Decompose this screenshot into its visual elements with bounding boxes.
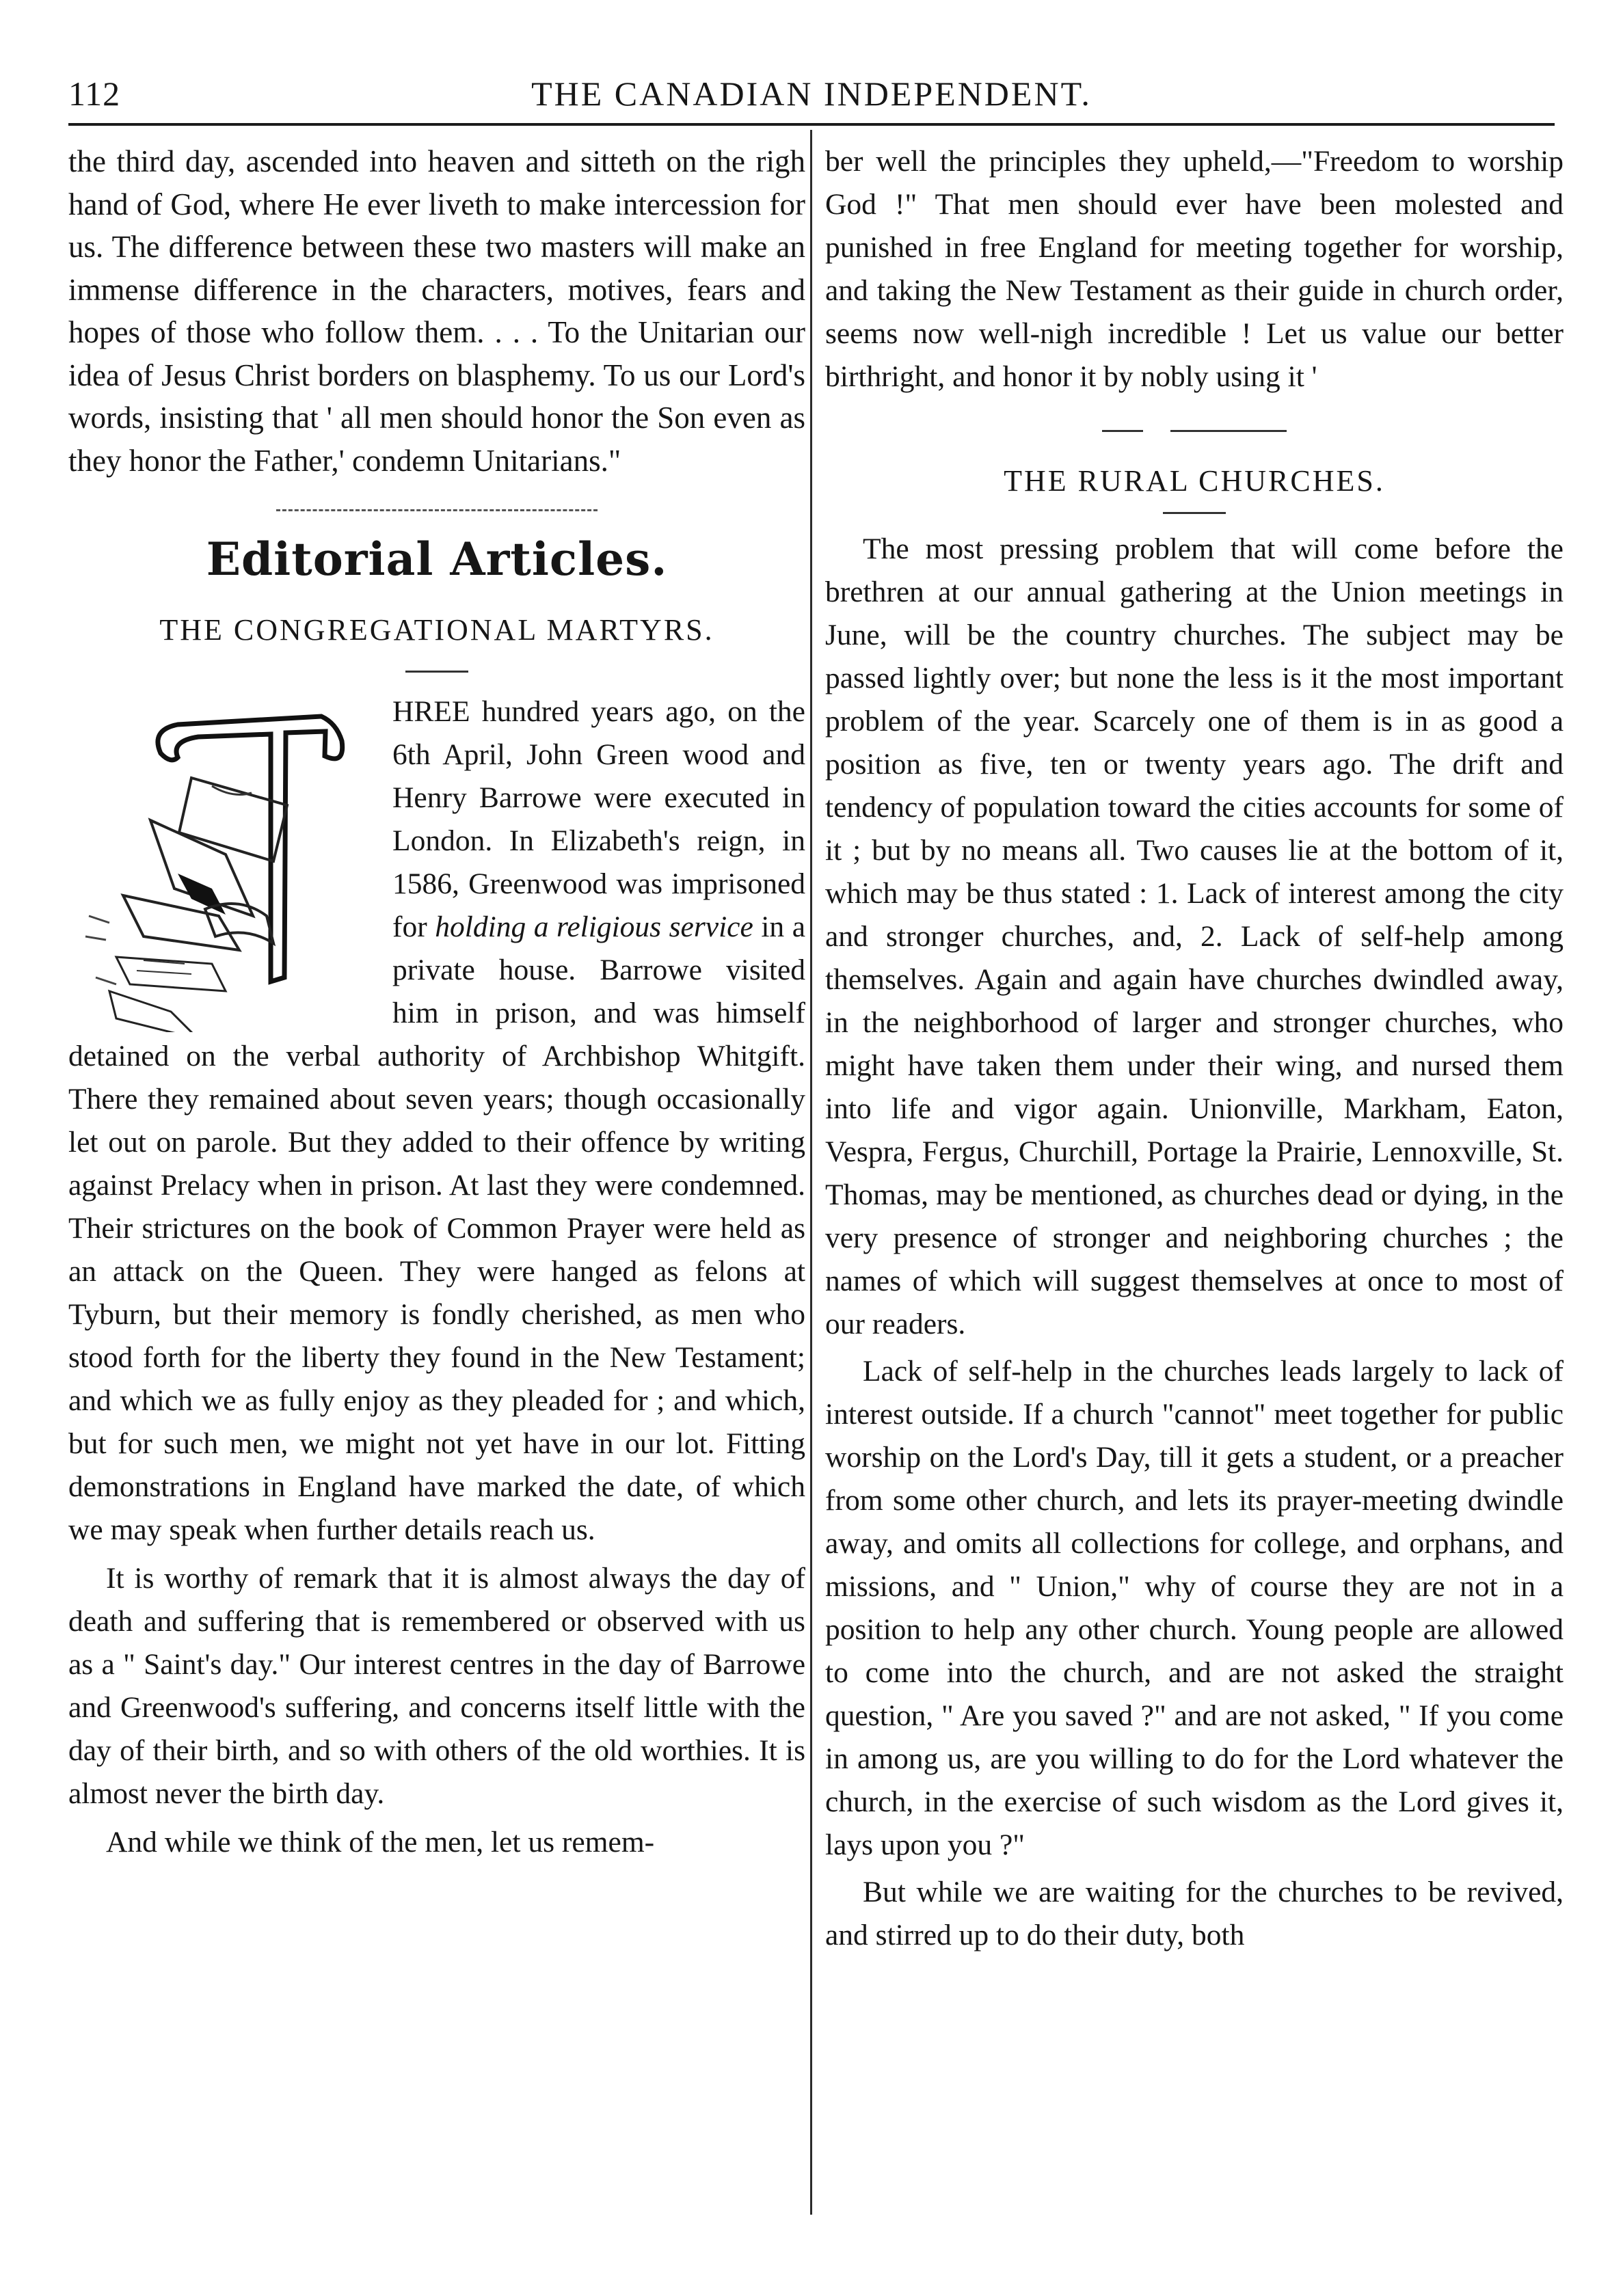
quote-continuation: the third day, ascended into heaven and sitteth on the righ hand of God, where He ever liveth to make intercession for us. The difference between these two masters will make an immense difference in the characters, motives, fears and hopes of those who follow them. . . . To the Unitarian our idea of Jesus Christ borders on blasphemy. To us our Lord's words, insisting that ' all men should honor the Son even as they honor the Father,' condemn Unitarians." bbox=[68, 144, 805, 478]
dropcap-illustration bbox=[68, 690, 383, 1032]
martyrs-article-body bbox=[68, 690, 805, 1864]
rural-paragraph-1: The most pressing problem that will come before the brethren at our annual gathering at the Union meetings in June, will be the country churches. The subject may be passed lightly over; but none the less is it the most important problem of the year. Scarcely one of them is in as good a position as five, ten or twenty years ago. The drift and tendency of population toward the cities accounts for some of it ; but by no means all. Two causes lie at the bottom of it, which may be thus stated : 1. Lack of interest among the city and stronger churches, and, 2. Lack of self-help among themselves. Again and again have churches dwindled away, in the neighborhood of larger and stronger churches, who might have taken them under their wing, and nursed them into life and vigor again. Unionville, Markham, Eaton, Vespra, Fergus, Churchill, Portage la Prairie, Lennoxville, St. Thomas, may be mentioned, as churches dead or dying, in the very presence of stronger and neighboring churches ; the names of which will suggest themselves at once to most of our readers. bbox=[825, 532, 1564, 1340]
left-column bbox=[68, 140, 805, 1864]
journal-title: THE CANADIAN INDEPENDENT. bbox=[531, 75, 1092, 113]
running-head bbox=[68, 74, 1555, 122]
books-engraving-icon bbox=[68, 690, 383, 1032]
article-title-martyrs: THE CONGREGATIONAL MARTYRS. bbox=[159, 613, 714, 647]
divider-dash-left bbox=[1102, 430, 1143, 432]
header-rule bbox=[68, 123, 1555, 126]
martyrs-paragraph-3: And while we think of the men, let us remem- bbox=[106, 1826, 655, 1859]
right-column bbox=[825, 140, 1564, 1957]
italic-phrase: holding a religious service bbox=[435, 910, 753, 943]
rural-paragraph-3: But while we are waiting for the churches to be revived, and stirred up to do their duty, both bbox=[825, 1876, 1564, 1951]
article-title-rural: THE RURAL CHURCHES. bbox=[1004, 464, 1385, 498]
column-divider bbox=[810, 130, 812, 2215]
rural-paragraph-2: Lack of self-help in the churches leads largely to lack of interest outside. If a church "cannot" meet together for public worship on the Lord's Day, till it gets a student, or a preacher from some other church, and lets its prayer-meeting dwindle away, and omits all collections for college, and orphans, and missions, and " Union," why of course they are not in a position to help any other church. Young people are allowed to come into the church, and are not asked the straight question, " Are you saved ?" and are not asked, " If you come in among us, are you willing to do for the Lord whatever the church, in the exercise of such wisdom as the Lord gives it, lays upon you ?" bbox=[825, 1355, 1564, 1861]
page-number: 112 bbox=[68, 75, 121, 113]
dropcap-text: HREE hundred years ago, on the 6th April, John Green wood and Henry Barrowe were executed in London. In Elizabeth's reign, in 1586, Greenwood was imprisoned for bbox=[392, 695, 805, 943]
divider-dash-right bbox=[1170, 430, 1287, 432]
section-title: Editorial Articles. bbox=[206, 532, 668, 586]
right-paragraph-continuation: ber well the principles they upheld,—"Freedom to worship God !" That men should ever have been molested and punished in free England for meeting together for worship, and taking the New Testament as their guide in church order, seems now well-nigh incredible ! Let us value our better birthright, and honor it by nobly using it ' bbox=[825, 145, 1564, 393]
martyrs-paragraph-2: It is worthy of remark that it is almost always the day of death and suffering that is remembered or observed with us as a " Saint's day." Our interest centres in the day of Barrowe and Greenwood's suffering, and concerns itself little with the day of their birth, and so with others of the old worthies. It is almost never the birth day. bbox=[68, 1562, 805, 1810]
martyrs-paragraph-1-rest: in a private house. Barrowe visited him in prison, and was himself detained on the verbal authority of Archbishop Whitgift. There they remained about seven years; though occasionally let out on parole. But they added to their offence by writing against Prelacy when in prison. At last they were condemned. Their strictures on the book of Common Prayer were held as an attack on the Queen. They were hanged as felons at Tyburn, but their memory is fondly cherished, as men who stood forth for the liberty they found in the New Testament; and which we as fully enjoy as they pleaded for ; and which, but for such men, we might not yet have in our lot. Fitting demonstrations in England have marked the date, of which we may speak when further details reach us. bbox=[68, 910, 806, 1546]
